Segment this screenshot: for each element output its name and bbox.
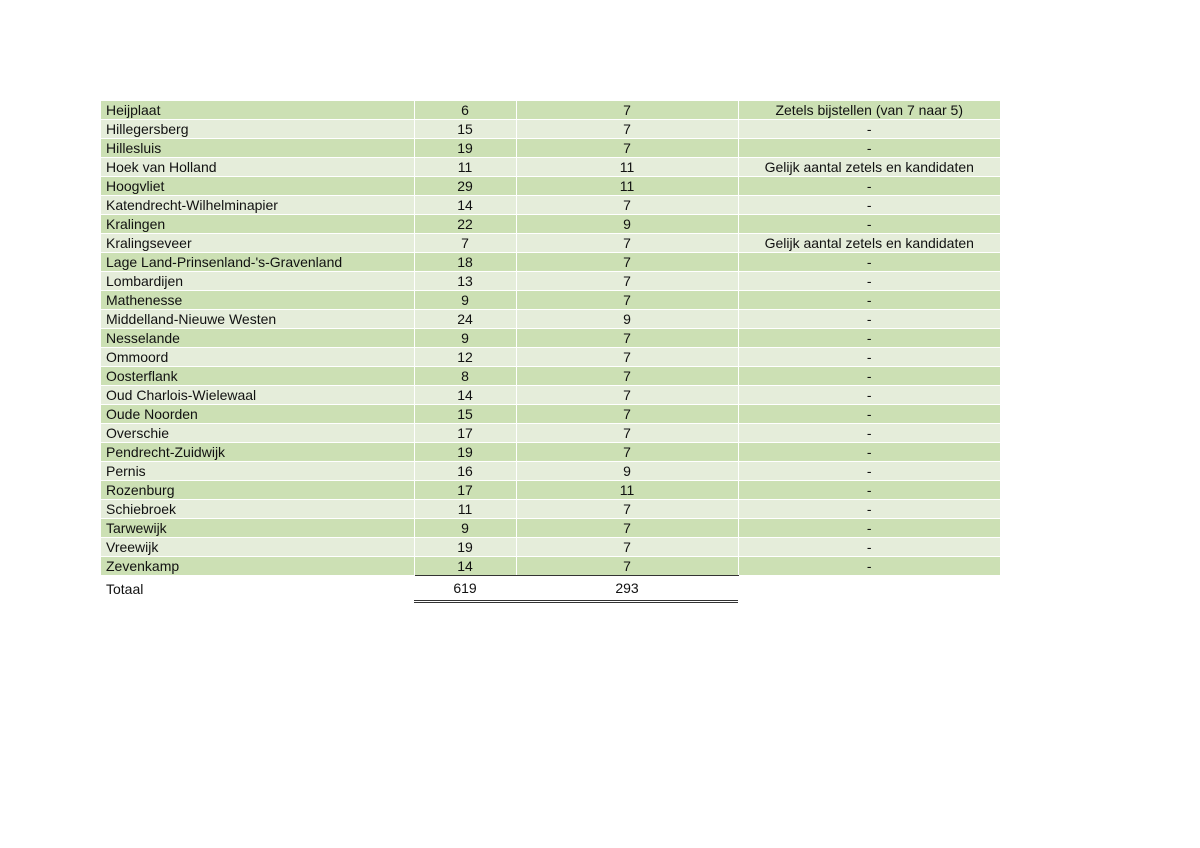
table-row <box>101 120 1000 139</box>
total-value-b: 293 <box>516 576 738 602</box>
value-b-cell: 7 <box>516 139 738 158</box>
note-cell: - <box>738 386 1000 405</box>
table-row <box>101 215 1000 234</box>
district-name-cell: Hillegersberg <box>101 120 414 139</box>
value-b-cell: 9 <box>516 462 738 481</box>
table-row <box>101 443 1000 462</box>
district-name-cell: Heijplaat <box>101 101 414 120</box>
table-row <box>101 367 1000 386</box>
value-b-cell: 7 <box>516 424 738 443</box>
total-row <box>101 576 1000 602</box>
table-row <box>101 519 1000 538</box>
note-cell: Gelijk aantal zetels en kandidaten <box>738 234 1000 253</box>
value-a-cell: 15 <box>414 405 516 424</box>
note-cell: - <box>738 519 1000 538</box>
value-a-cell: 9 <box>414 329 516 348</box>
total-label: Totaal <box>101 576 414 602</box>
note-cell: - <box>738 538 1000 557</box>
value-a-cell: 19 <box>414 443 516 462</box>
note-cell: - <box>738 500 1000 519</box>
table-row <box>101 386 1000 405</box>
district-name-cell: Oud Charlois-Wielewaal <box>101 386 414 405</box>
district-name-cell: Middelland-Nieuwe Westen <box>101 310 414 329</box>
value-b-cell: 7 <box>516 329 738 348</box>
note-cell: - <box>738 196 1000 215</box>
value-a-cell: 19 <box>414 538 516 557</box>
note-cell: - <box>738 272 1000 291</box>
value-b-cell: 7 <box>516 557 738 576</box>
value-a-cell: 14 <box>414 557 516 576</box>
district-name-cell: Hoek van Holland <box>101 158 414 177</box>
table-row <box>101 538 1000 557</box>
table-row <box>101 481 1000 500</box>
value-a-cell: 12 <box>414 348 516 367</box>
value-a-cell: 18 <box>414 253 516 272</box>
note-cell: - <box>738 424 1000 443</box>
value-a-cell: 19 <box>414 139 516 158</box>
value-a-cell: 15 <box>414 120 516 139</box>
table-row <box>101 272 1000 291</box>
value-b-cell: 7 <box>516 386 738 405</box>
value-b-cell: 7 <box>516 291 738 310</box>
district-name-cell: Kralingen <box>101 215 414 234</box>
table-row <box>101 424 1000 443</box>
value-b-cell: 7 <box>516 253 738 272</box>
district-name-cell: Nesselande <box>101 329 414 348</box>
value-a-cell: 11 <box>414 500 516 519</box>
value-b-cell: 7 <box>516 120 738 139</box>
note-cell: - <box>738 310 1000 329</box>
district-name-cell: Tarwewijk <box>101 519 414 538</box>
district-name-cell: Mathenesse <box>101 291 414 310</box>
note-cell: Zetels bijstellen (van 7 naar 5) <box>738 101 1000 120</box>
value-a-cell: 29 <box>414 177 516 196</box>
note-cell: - <box>738 329 1000 348</box>
value-b-cell: 7 <box>516 500 738 519</box>
district-name-cell: Schiebroek <box>101 500 414 519</box>
table-row <box>101 329 1000 348</box>
value-b-cell: 9 <box>516 310 738 329</box>
table-row <box>101 234 1000 253</box>
table-row <box>101 310 1000 329</box>
value-b-cell: 7 <box>516 538 738 557</box>
value-a-cell: 6 <box>414 101 516 120</box>
note-cell: - <box>738 253 1000 272</box>
value-b-cell: 7 <box>516 405 738 424</box>
table-body <box>101 101 1000 576</box>
table-row <box>101 462 1000 481</box>
table-row <box>101 500 1000 519</box>
spreadsheet <box>101 101 1000 603</box>
table-row <box>101 196 1000 215</box>
value-b-cell: 7 <box>516 519 738 538</box>
district-name-cell: Ommoord <box>101 348 414 367</box>
value-a-cell: 8 <box>414 367 516 386</box>
value-b-cell: 11 <box>516 481 738 500</box>
note-cell: - <box>738 139 1000 158</box>
value-a-cell: 7 <box>414 234 516 253</box>
district-name-cell: Oude Noorden <box>101 405 414 424</box>
district-name-cell: Lombardijen <box>101 272 414 291</box>
value-b-cell: 7 <box>516 443 738 462</box>
table-row <box>101 139 1000 158</box>
note-cell: - <box>738 405 1000 424</box>
note-cell: - <box>738 367 1000 386</box>
value-b-cell: 11 <box>516 158 738 177</box>
district-name-cell: Rozenburg <box>101 481 414 500</box>
table-row <box>101 158 1000 177</box>
district-name-cell: Pendrecht-Zuidwijk <box>101 443 414 462</box>
district-name-cell: Vreewijk <box>101 538 414 557</box>
value-b-cell: 7 <box>516 367 738 386</box>
note-cell: - <box>738 557 1000 576</box>
district-name-cell: Overschie <box>101 424 414 443</box>
value-a-cell: 14 <box>414 196 516 215</box>
note-cell: - <box>738 120 1000 139</box>
note-cell: - <box>738 215 1000 234</box>
value-a-cell: 16 <box>414 462 516 481</box>
value-b-cell: 7 <box>516 101 738 120</box>
value-a-cell: 9 <box>414 291 516 310</box>
table-row <box>101 177 1000 196</box>
district-name-cell: Pernis <box>101 462 414 481</box>
value-a-cell: 22 <box>414 215 516 234</box>
district-name-cell: Kralingseveer <box>101 234 414 253</box>
value-b-cell: 9 <box>516 215 738 234</box>
value-b-cell: 7 <box>516 272 738 291</box>
value-a-cell: 9 <box>414 519 516 538</box>
total-empty-cell <box>738 576 1000 602</box>
value-a-cell: 17 <box>414 424 516 443</box>
value-a-cell: 13 <box>414 272 516 291</box>
district-name-cell: Oosterflank <box>101 367 414 386</box>
table-row <box>101 405 1000 424</box>
note-cell: - <box>738 481 1000 500</box>
table-row <box>101 101 1000 120</box>
value-a-cell: 14 <box>414 386 516 405</box>
district-name-cell: Hoogvliet <box>101 177 414 196</box>
district-name-cell: Hillesluis <box>101 139 414 158</box>
value-a-cell: 11 <box>414 158 516 177</box>
value-b-cell: 11 <box>516 177 738 196</box>
value-b-cell: 7 <box>516 196 738 215</box>
note-cell: - <box>738 348 1000 367</box>
note-cell: - <box>738 177 1000 196</box>
table-row <box>101 348 1000 367</box>
district-name-cell: Lage Land-Prinsenland-'s-Gravenland <box>101 253 414 272</box>
note-cell: Gelijk aantal zetels en kandidaten <box>738 158 1000 177</box>
table-row <box>101 557 1000 576</box>
value-b-cell: 7 <box>516 348 738 367</box>
value-b-cell: 7 <box>516 234 738 253</box>
data-table <box>101 101 1000 603</box>
district-name-cell: Zevenkamp <box>101 557 414 576</box>
note-cell: - <box>738 462 1000 481</box>
value-a-cell: 17 <box>414 481 516 500</box>
note-cell: - <box>738 291 1000 310</box>
table-row <box>101 253 1000 272</box>
note-cell: - <box>738 443 1000 462</box>
table-row <box>101 291 1000 310</box>
value-a-cell: 24 <box>414 310 516 329</box>
total-value-a: 619 <box>414 576 516 602</box>
district-name-cell: Katendrecht-Wilhelminapier <box>101 196 414 215</box>
